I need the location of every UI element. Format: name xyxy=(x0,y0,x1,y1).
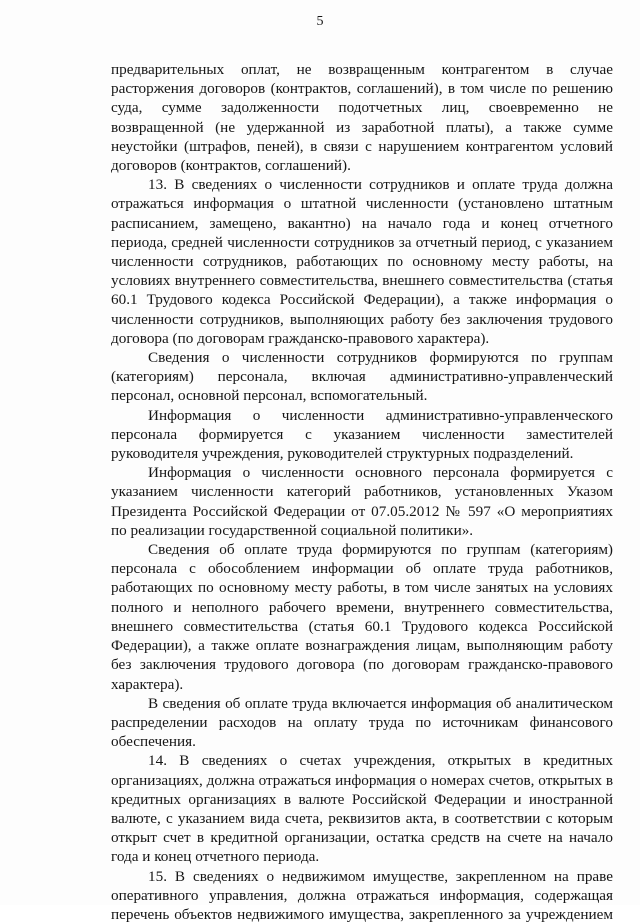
paragraph: Сведения о численности сотрудников формируются по группам (категориям) персонала, включая административно-управленческий персонал, основной персонал, вспомогательный. xyxy=(111,349,613,405)
paragraph: В сведения об оплате труда включается информация об аналитическом распределении расходов на оплату труда по источникам финансового обеспечения. xyxy=(111,694,613,751)
paragraph: Информация о численности административно-управленческого персонала формируется с указанием численности заместителей руководителя учреждения, руководителей структурных подразделений. xyxy=(111,406,613,463)
paragraph: 14. В сведениях о счетах учреждения, открытых в кредитных организациях, должна отражаться информация о номерах счетов, открытых в кредитных организациях в валюте Российской Федерации и иностранной валюте, с указанием вида счета, реквизитов акта, в соответствии с которым открыт счет в кредитной организации, остатка средств на счете на начало года и конец отчетного периода. xyxy=(111,752,613,866)
paragraph: 15. В сведениях о недвижимом имуществе, закрепленном на праве оперативного управления, должна отражаться информация, содержащая перечень объектов недвижимого имущества, закрепленного за учреждением xyxy=(111,867,613,923)
page-number: 5 xyxy=(316,14,324,29)
document-body xyxy=(111,60,613,924)
paragraph: 13. В сведениях о численности сотрудников и оплате труда должна отражаться информация о штатной численности (установлено штатным расписанием, замещено, вакантно) на начало года и конец отчетного периода, средней численности сотрудников за отчетный период, с указанием численности сотрудников, работающих по основному месту работы, на условиях внутреннего совместительства, внешнего совместительства (статья 60.1 Трудового кодекса Российской Федерации), а также информация о численности сотрудников, выполняющих работу без заключения трудового договора (по договорам гражданско-правового характера). xyxy=(111,176,613,347)
paragraph: Информация о численности основного персонала формируется с указанием численности категорий работников, установленных Указом Президента Российской Федерации от 07.05.2012 № 597 «О мероприятиях по реализации государственной социальной политики». xyxy=(111,464,613,539)
paragraph: Сведения об оплате труда формируются по группам (категориям) персонала с обособлением информации об оплате труда работников, работающих по основному месту работы, в том числе занятых на условиях полного и неполного рабочего времени, внутреннего совместительства, внешнего совместительства (статья 60.1 Трудового кодекса Российской Федерации), а также оплате вознаграждения лицам, выполняющим работу без заключения трудового договора (по договорам гражданско-правового характера). xyxy=(111,541,613,693)
paragraph: предварительных оплат, не возвращенным контрагентом в случае расторжения договоров (контрактов, соглашений), в том числе по решению суда, сумме задолженности подотчетных лиц, своевременно не возвращенной (не удержанной из заработной платы), а также сумме неустойки (штрафов, пеней), в связи с нарушением контрагентом условий договоров (контрактов, соглашений). xyxy=(111,61,613,175)
